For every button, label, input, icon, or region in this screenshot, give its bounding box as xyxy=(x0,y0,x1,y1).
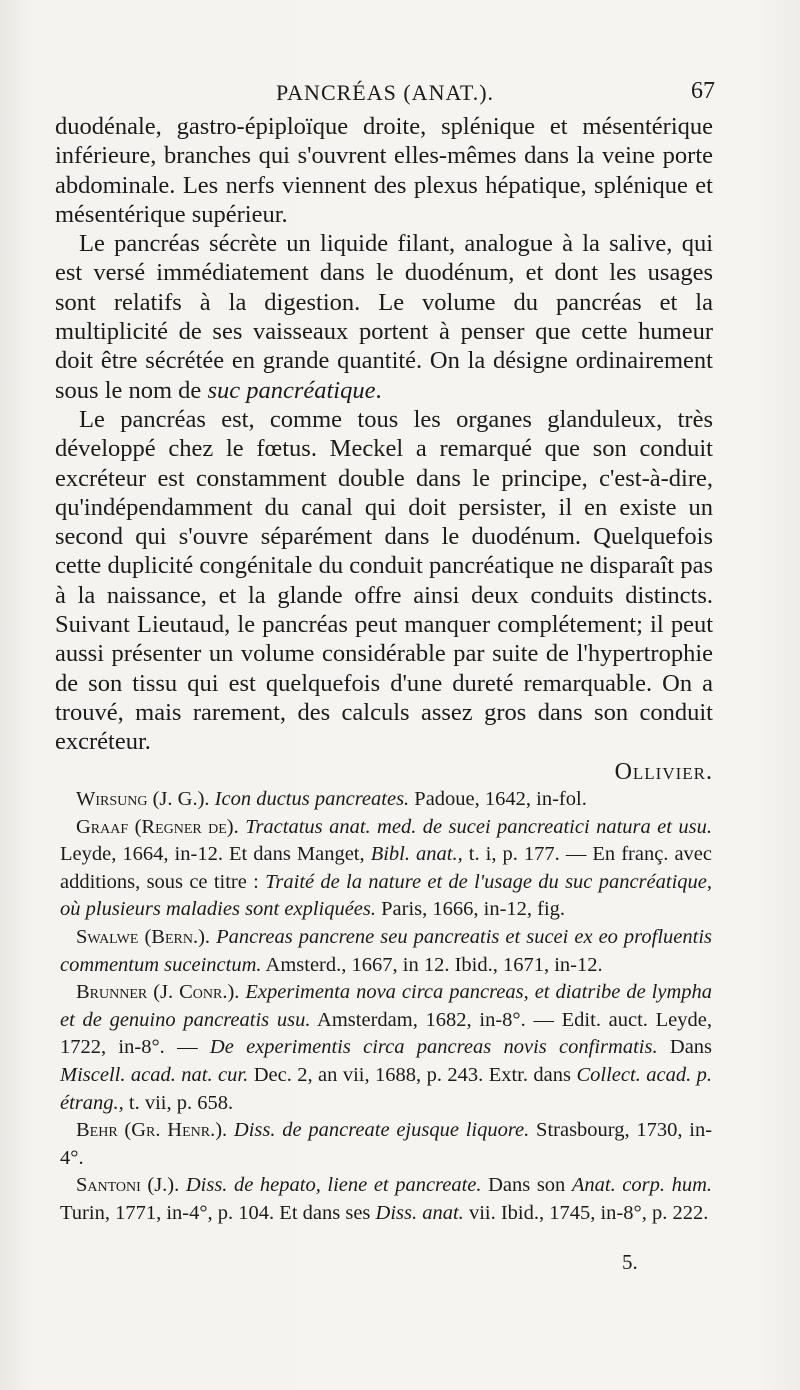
paragraph-2-end: . xyxy=(375,376,382,404)
bib-details: Paris, 1666, in-12, fig. xyxy=(381,898,566,921)
bib-title: Experimenta nova circa pancreas, et diatribe de lympha et de genuino pancreatis usu. xyxy=(60,981,712,1031)
bib-details: t. i, p. 177. — En franç. avec additions, sous ce titre : xyxy=(60,843,713,893)
bib-author: Behr (Gr. Henr.). xyxy=(76,1119,228,1142)
paragraph-2 xyxy=(55,229,713,405)
paragraph-1: duodénale, gastro-épiploïque droite, splénique et mésentérique inférieure, branches qui s'ouvrent elles-mêmes dans la veine porte abdominale. Les nerfs viennent des plexus hépatique, splénique et mésentérique supérieur. xyxy=(55,113,713,228)
bib-title: Pancreas pancrene seu pancreatis et sucei ex eo profluentis commentum suceinctum. xyxy=(60,925,713,976)
bib-title: Icon ductus pancreates. xyxy=(214,788,410,810)
bib-entry-behr xyxy=(60,1117,712,1172)
bib-title: Bibl. anat., xyxy=(370,843,463,866)
bib-title: Miscell. acad. nat. cur. xyxy=(60,1063,249,1086)
bib-title: Tractatus anat. med. de sucei pancreatici natura et usu. xyxy=(245,815,712,838)
bib-details: Leyde, 1664, in-12. Et dans Manget, xyxy=(60,843,365,866)
bib-title: Diss. de hepato, liene et pancreate. xyxy=(185,1174,482,1197)
paragraph-2-italic: suc pancréatique xyxy=(207,376,376,404)
bib-author: Graaf (Regner de). xyxy=(76,815,239,838)
bib-entry-brunner xyxy=(60,979,712,1117)
bib-entry-graaf xyxy=(60,814,712,924)
bib-title: Anat. corp. hum. xyxy=(571,1174,712,1197)
bib-details: vii. Ibid., 1745, in-8°, p. 222. xyxy=(468,1201,709,1224)
body-text xyxy=(55,112,713,787)
bib-entry-wirsung xyxy=(60,786,712,814)
bib-author: Wirsung (J. G.). xyxy=(76,788,210,810)
page-number: 67 xyxy=(691,78,715,104)
bib-details: Amsterdam, 1682, in-8°. — Edit. auct. Leyde, 1722, in-8°. — xyxy=(60,1008,712,1059)
bib-title: Traité de la nature et de l'usage du suc pancréatique, où plusieurs maladies sont expliquées. xyxy=(60,870,712,921)
bib-title: Diss. anat. xyxy=(375,1201,464,1224)
bib-details: Turin, 1771, in-4°, p. 104. Et dans ses xyxy=(60,1201,371,1224)
bib-author: Santoni (J.). xyxy=(76,1174,180,1197)
bib-title: Diss. de pancreate ejusque liquore. xyxy=(233,1119,530,1142)
bib-author: Swalwe (Bern.). xyxy=(76,925,211,948)
bib-details: Amsterd., 1667, in 12. Ibid., 1671, in-12. xyxy=(265,953,603,976)
bibliography xyxy=(60,786,712,1228)
running-title: PANCRÉAS (ANAT.). xyxy=(275,80,495,105)
bib-details: Dans xyxy=(669,1036,713,1059)
bib-author: Brunner (J. Conr.). xyxy=(76,981,240,1004)
bib-entry-santoni xyxy=(60,1172,712,1227)
bib-details: Strasbourg, 1730, in-4°. xyxy=(60,1119,713,1169)
signature-mark: 5. xyxy=(622,1250,638,1274)
bib-title: Collect. acad. p. étrang., xyxy=(60,1063,713,1114)
bib-details: t. vii, p. 658. xyxy=(128,1091,234,1114)
author-signature: Ollivier. xyxy=(614,758,713,785)
paragraph-3: Le pancréas est, comme tous les organes glanduleux, très développé chez le fœtus. Meckel a remarqué que son conduit excréteur est constamment double dans le principe, c'est-à-dire, qu'indépendamment du canal qui doit persister, il en existe un second qui s'ouvre séparément dans le duodénum. Quelquefois cette duplicité congénitale du conduit pancréatique ne disparaît pas à la naissance, et la glande offre ainsi deux conduits distincts. Suivant Lieutaud, le pancréas peut manquer complétement; il peut aussi présenter un volume considérable par suite de l'hypertrophie de son tissu qui est quelquefois d'une dureté remarquable. On a trouvé, mais rarement, des calculs assez gros dans son conduit excréteur. xyxy=(55,405,713,756)
paragraph-2-text: Le pancréas sécrète un liquide filant, analogue à la salive, qui est versé immédiatement dans le duodénum, et dont les usages sont relatifs à la digestion. Le volume du pancréas et la multiplicité de ses vaisseaux portent à penser que cette humeur doit être sécrétée en grande quantité. On la désigne ordinairement sous le nom de xyxy=(55,230,713,404)
bib-details: Padoue, 1642, in-fol. xyxy=(414,788,587,810)
bib-details: Dans son xyxy=(488,1174,566,1197)
bib-entry-swalwe xyxy=(60,924,712,979)
bib-title: De experimentis circa pancreas novis confirmatis. xyxy=(209,1036,658,1059)
running-head xyxy=(55,80,715,110)
bib-details: Dec. 2, an vii, 1688, p. 243. Extr. dans xyxy=(253,1063,572,1086)
